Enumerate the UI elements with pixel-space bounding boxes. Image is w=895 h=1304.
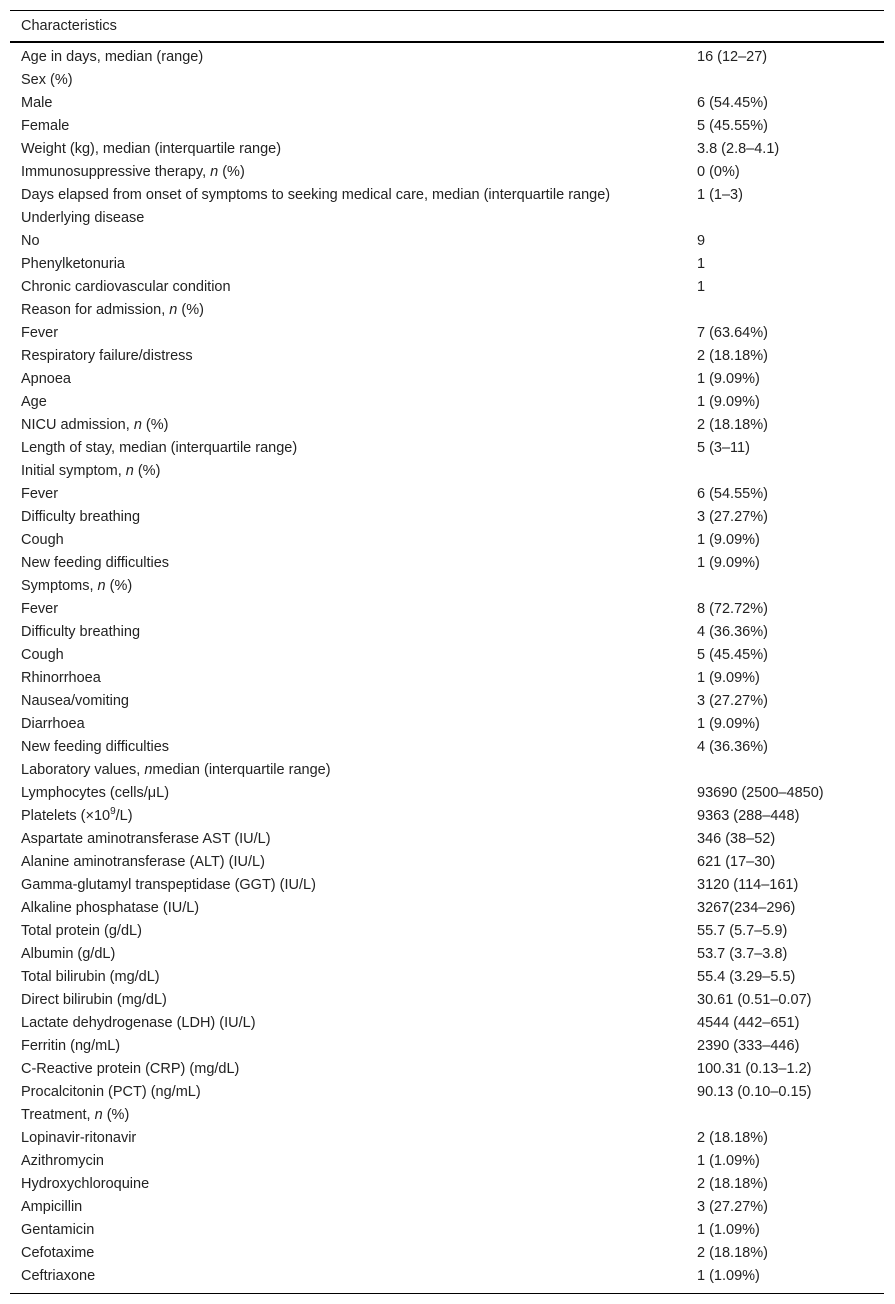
row-value: 2 (18.18%)	[697, 1245, 768, 1261]
row-value: 16 (12–27)	[697, 49, 768, 65]
row-label-text: Difficulty breathing	[21, 624, 141, 640]
table-row	[10, 1127, 884, 1150]
table-row	[10, 368, 884, 391]
row-label	[10, 1012, 697, 1035]
table-row	[10, 1242, 884, 1265]
row-label-suffix: median (interquartile range)	[152, 762, 331, 778]
row-label	[10, 391, 697, 414]
row-label	[10, 506, 697, 529]
row-label	[10, 276, 697, 299]
row-label-text: Procalcitonin (PCT) (ng/mL)	[21, 1084, 201, 1100]
row-label-italic: n	[125, 463, 134, 479]
table-row	[10, 299, 884, 322]
row-value: 2 (18.18%)	[697, 1130, 768, 1146]
row-label-text: Total bilirubin (mg/dL)	[21, 969, 160, 985]
row-value: 8 (72.72%)	[697, 601, 768, 617]
row-label-text: Diarrhoea	[21, 716, 85, 732]
row-value: 7 (63.64%)	[697, 325, 768, 341]
row-label-text: Initial symptom,	[21, 463, 126, 479]
row-value: 1 (9.09%)	[697, 394, 760, 410]
row-label-text: Cough	[21, 532, 64, 548]
row-value: 1 (9.09%)	[697, 716, 760, 732]
row-value: 5 (45.45%)	[697, 647, 768, 663]
row-label	[10, 552, 697, 575]
row-value: 53.7 (3.7–3.8)	[697, 946, 788, 962]
row-label	[10, 1219, 697, 1242]
row-value: 2390 (333–446)	[697, 1038, 800, 1054]
row-label-text: Treatment,	[21, 1107, 95, 1123]
row-label	[10, 322, 697, 345]
row-label	[10, 345, 697, 368]
table-row	[10, 529, 884, 552]
row-label	[10, 92, 697, 115]
row-label-text: Platelets (×10	[21, 808, 111, 824]
table-row	[10, 713, 884, 736]
row-label-text: Ferritin (ng/mL)	[21, 1038, 121, 1054]
row-label-text: Nausea/vomiting	[21, 693, 129, 709]
row-label-text: Age	[21, 394, 47, 410]
row-label	[10, 253, 697, 276]
row-label	[10, 1242, 697, 1265]
row-label	[10, 575, 697, 598]
row-value: 4 (36.36%)	[697, 739, 768, 755]
table-row	[10, 437, 884, 460]
row-label-text: Immunosuppressive therapy,	[21, 164, 211, 180]
row-label-text: Lopinavir-ritonavir	[21, 1130, 137, 1146]
row-label-text: Difficulty breathing	[21, 509, 141, 525]
row-value: 1 (9.09%)	[697, 670, 760, 686]
row-label	[10, 483, 697, 506]
row-label-text: Total protein (g/dL)	[21, 923, 142, 939]
row-label-text: Lactate dehydrogenase (LDH) (IU/L)	[21, 1015, 256, 1031]
row-label	[10, 736, 697, 759]
row-label	[10, 1035, 697, 1058]
table-row	[10, 1012, 884, 1035]
row-label-italic: n	[169, 302, 178, 318]
table-row	[10, 230, 884, 253]
row-value: 4544 (442–651)	[697, 1015, 800, 1031]
row-label	[10, 1081, 697, 1104]
row-label	[10, 115, 697, 138]
row-label-italic: n	[210, 164, 219, 180]
row-label-text: Days elapsed from onset of symptoms to seeking medical care, median (interquartile range)	[21, 187, 611, 203]
row-label	[10, 1265, 697, 1288]
row-label	[10, 920, 697, 943]
table-row	[10, 1150, 884, 1173]
row-label	[10, 989, 697, 1012]
table-row	[10, 322, 884, 345]
table-row	[10, 1058, 884, 1081]
table-row	[10, 1173, 884, 1196]
row-value: 6 (54.55%)	[697, 486, 768, 502]
row-label-text: Alanine aminotransferase (ALT) (IU/L)	[21, 854, 265, 870]
row-label	[10, 874, 697, 897]
table-row	[10, 138, 884, 161]
row-value: 1 (1–3)	[697, 187, 743, 203]
table-row	[10, 828, 884, 851]
table-header	[10, 11, 884, 43]
row-label	[10, 782, 697, 805]
row-label-text: C-Reactive protein (CRP) (mg/dL)	[21, 1061, 240, 1077]
row-value: 0 (0%)	[697, 164, 740, 180]
row-label-text: Cough	[21, 647, 64, 663]
row-label-text: Cefotaxime	[21, 1245, 95, 1261]
table-row	[10, 1104, 884, 1127]
row-label	[10, 161, 697, 184]
row-label-text: Weight (kg), median (interquartile range)	[21, 141, 282, 157]
row-label-text: Underlying disease	[21, 210, 145, 226]
row-label	[10, 437, 697, 460]
table-row	[10, 667, 884, 690]
row-label-text: Alkaline phosphatase (IU/L)	[21, 900, 200, 916]
table-row	[10, 575, 884, 598]
row-value: 1 (1.09%)	[697, 1222, 760, 1238]
row-value: 3.8 (2.8–4.1)	[697, 141, 780, 157]
row-value: 3120 (114–161)	[697, 877, 799, 893]
row-value: 1 (9.09%)	[697, 555, 760, 571]
row-label-text: Hydroxychloroquine	[21, 1176, 150, 1192]
table-row	[10, 1035, 884, 1058]
table-bottom-rule	[10, 1293, 884, 1294]
row-value: 1 (9.09%)	[697, 532, 760, 548]
row-value: 621 (17–30)	[697, 854, 776, 870]
table-row	[10, 690, 884, 713]
row-label-text: No	[21, 233, 40, 249]
table-row	[10, 989, 884, 1012]
row-label	[10, 897, 697, 920]
row-label-text: Ampicillin	[21, 1199, 83, 1215]
row-value: 4 (36.36%)	[697, 624, 768, 640]
row-label	[10, 1127, 697, 1150]
table-row	[10, 506, 884, 529]
row-label-text: Albumin (g/dL)	[21, 946, 116, 962]
row-label	[10, 943, 697, 966]
row-label	[10, 667, 697, 690]
table-row	[10, 69, 884, 92]
row-label-superscript: 9	[110, 806, 116, 818]
row-label-text: Symptoms,	[21, 578, 98, 594]
row-label-text: Lymphocytes (cells/μL)	[21, 785, 170, 801]
row-label-suffix: (%)	[133, 463, 161, 479]
row-label	[10, 759, 697, 782]
characteristics-table	[10, 10, 884, 1294]
row-label-text: Aspartate aminotransferase AST (IU/L)	[21, 831, 271, 847]
row-value: 3 (27.27%)	[697, 509, 768, 525]
table-row	[10, 621, 884, 644]
row-value: 1 (1.09%)	[697, 1268, 760, 1284]
row-value: 3267(234–296)	[697, 900, 796, 916]
row-label-text: Direct bilirubin (mg/dL)	[21, 992, 167, 1008]
table-row	[10, 736, 884, 759]
table-row	[10, 1196, 884, 1219]
row-label-suffix: (%)	[141, 417, 169, 433]
table-row	[10, 1081, 884, 1104]
row-label	[10, 966, 697, 989]
row-label	[10, 713, 697, 736]
row-label	[10, 690, 697, 713]
row-value: 9	[697, 233, 706, 249]
table-row	[10, 552, 884, 575]
row-label-suffix: (%)	[102, 1107, 130, 1123]
table-row	[10, 276, 884, 299]
row-label-text: Fever	[21, 601, 59, 617]
row-label	[10, 851, 697, 874]
row-label	[10, 46, 697, 69]
table-body	[10, 43, 884, 1288]
row-label	[10, 598, 697, 621]
row-value: 2 (18.18%)	[697, 417, 768, 433]
row-label	[10, 184, 697, 207]
row-value: 93690 (2500–4850)	[697, 785, 824, 801]
row-value: 2 (18.18%)	[697, 348, 768, 364]
row-label-suffix: (%)	[218, 164, 245, 180]
row-label	[10, 460, 697, 483]
row-label-suffix: (%)	[105, 578, 133, 594]
row-label	[10, 644, 697, 667]
row-label	[10, 207, 697, 230]
table-row	[10, 92, 884, 115]
row-value: 1 (9.09%)	[697, 371, 760, 387]
table-row	[10, 1265, 884, 1288]
row-label-text: Fever	[21, 325, 59, 341]
row-label	[10, 828, 697, 851]
row-label	[10, 529, 697, 552]
row-label	[10, 1150, 697, 1173]
row-label-text: Length of stay, median (interquartile range)	[21, 440, 298, 456]
table-row	[10, 920, 884, 943]
row-label-text: Laboratory values,	[21, 762, 145, 778]
row-label	[10, 1058, 697, 1081]
table-row	[10, 851, 884, 874]
row-label	[10, 69, 697, 92]
row-label	[10, 230, 697, 253]
row-label-italic: n	[133, 417, 142, 433]
row-label-text: New feeding difficulties	[21, 739, 170, 755]
header-characteristics: Characteristics	[21, 18, 117, 34]
row-value: 3 (27.27%)	[697, 1199, 768, 1215]
table-row	[10, 943, 884, 966]
table-row	[10, 966, 884, 989]
row-label-text: Gamma-glutamyl transpeptidase (GGT) (IU/L)	[21, 877, 316, 893]
row-label-text: Apnoea	[21, 371, 71, 387]
row-label-italic: n	[94, 1107, 103, 1123]
table-row	[10, 184, 884, 207]
table-row	[10, 414, 884, 437]
table-row	[10, 759, 884, 782]
row-label-text: Female	[21, 118, 70, 134]
row-value: 30.61 (0.51–0.07)	[697, 992, 812, 1008]
row-label-text: Chronic cardiovascular condition	[21, 279, 231, 295]
row-label	[10, 805, 697, 828]
row-label-text: New feeding difficulties	[21, 555, 170, 571]
row-value: 100.31 (0.13–1.2)	[697, 1061, 812, 1077]
table-row	[10, 483, 884, 506]
row-label-text: Respiratory failure/distress	[21, 348, 193, 364]
row-label	[10, 299, 697, 322]
row-label-text: Azithromycin	[21, 1153, 104, 1169]
table-row	[10, 161, 884, 184]
row-value: 1 (1.09%)	[697, 1153, 760, 1169]
row-label-text: Age in days, median (range)	[21, 49, 204, 65]
table-row	[10, 782, 884, 805]
table-row	[10, 345, 884, 368]
row-value: 55.4 (3.29–5.5)	[697, 969, 796, 985]
row-label	[10, 368, 697, 391]
row-value: 6 (54.45%)	[697, 95, 768, 111]
row-value: 55.7 (5.7–5.9)	[697, 923, 788, 939]
row-value: 5 (3–11)	[697, 440, 750, 456]
row-label-text: Fever	[21, 486, 59, 502]
row-value: 90.13 (0.10–0.15)	[697, 1084, 812, 1100]
row-label-text: Phenylketonuria	[21, 256, 125, 272]
row-value: 1	[697, 279, 706, 295]
table-row	[10, 1219, 884, 1242]
row-label-text: Reason for admission,	[21, 302, 170, 318]
table-row	[10, 805, 884, 828]
row-value: 3 (27.27%)	[697, 693, 768, 709]
table-row	[10, 598, 884, 621]
row-value: 1	[697, 256, 706, 272]
row-label-text: Gentamicin	[21, 1222, 95, 1238]
row-label-italic: n	[97, 578, 106, 594]
row-label-suffix: /L)	[115, 808, 133, 824]
table-row	[10, 644, 884, 667]
table-row	[10, 115, 884, 138]
row-label-text: Male	[21, 95, 53, 111]
row-label	[10, 621, 697, 644]
table-row	[10, 253, 884, 276]
table-row	[10, 207, 884, 230]
row-label	[10, 1104, 697, 1127]
row-label	[10, 414, 697, 437]
table-row	[10, 460, 884, 483]
row-label	[10, 138, 697, 161]
table-row	[10, 897, 884, 920]
row-label-text: Rhinorrhoea	[21, 670, 101, 686]
row-label	[10, 1173, 697, 1196]
row-value: 5 (45.55%)	[697, 118, 768, 134]
row-label-italic: n	[144, 762, 153, 778]
row-label-text: Ceftriaxone	[21, 1268, 96, 1284]
table-row	[10, 391, 884, 414]
row-value: 346 (38–52)	[697, 831, 776, 847]
row-label-suffix: (%)	[177, 302, 204, 318]
table-row	[10, 874, 884, 897]
row-value: 9363 (288–448)	[697, 808, 800, 824]
row-label-text: NICU admission,	[21, 417, 134, 433]
row-label	[10, 1196, 697, 1219]
row-value: 2 (18.18%)	[697, 1176, 768, 1192]
table-row	[10, 46, 884, 69]
row-label-text: Sex (%)	[21, 72, 73, 88]
